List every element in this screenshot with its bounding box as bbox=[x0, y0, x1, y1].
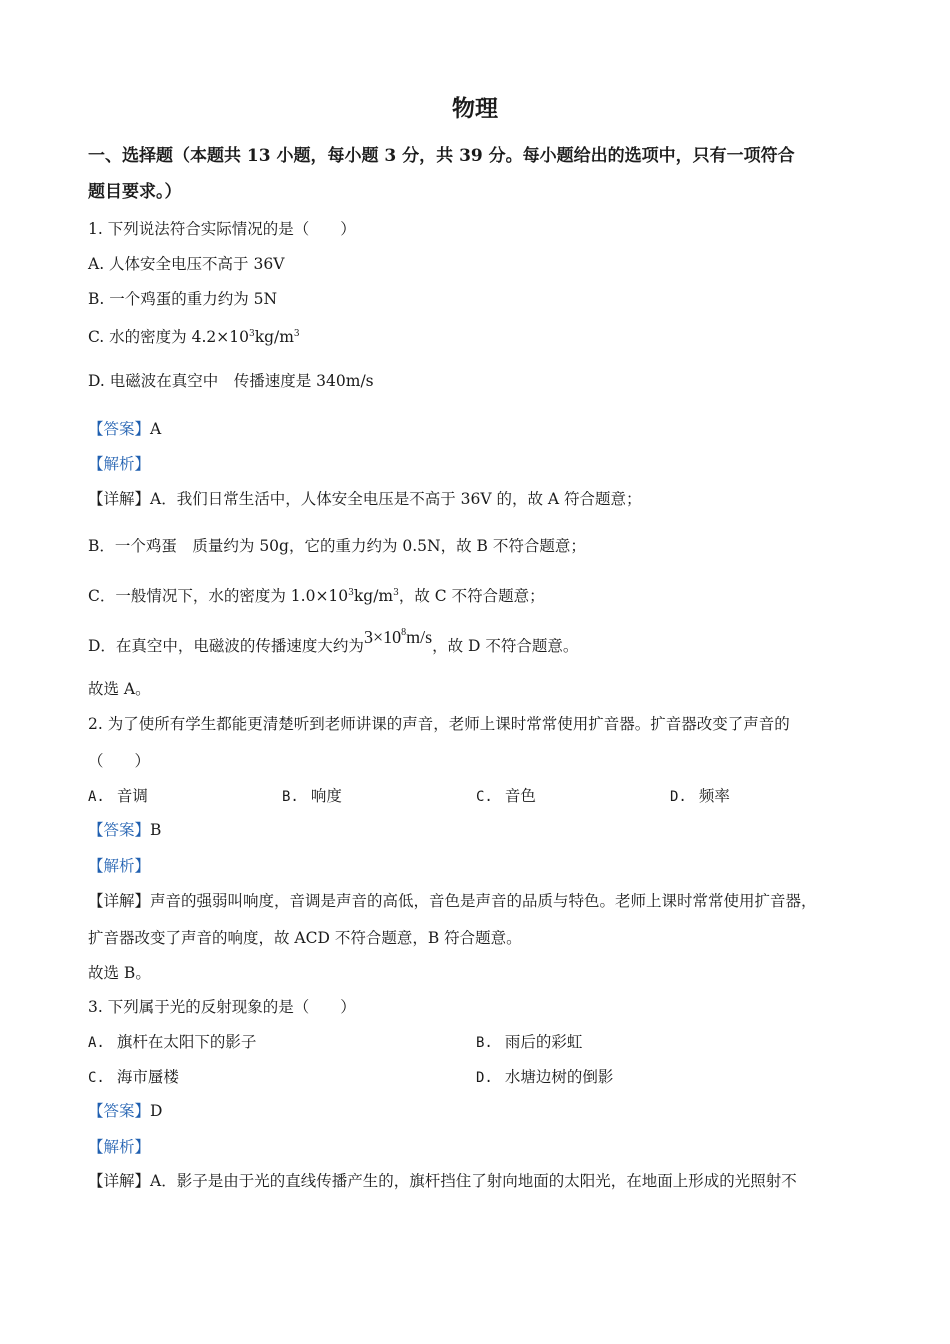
speed-of-light-formula bbox=[364, 627, 432, 647]
q1-option-a: A. 人体安全电压不高于 36V bbox=[88, 255, 285, 273]
q2-conclusion: 故选 B。 bbox=[88, 964, 151, 982]
q1-answer bbox=[88, 418, 161, 440]
answer-value: B bbox=[150, 821, 162, 839]
q1-option-d: D. 电磁波在真空中 传播速度是 340m/s bbox=[88, 372, 374, 390]
q2-detail-line1 bbox=[88, 890, 817, 912]
q1-option-b: B. 一个鸡蛋的重力约为 5N bbox=[88, 290, 278, 308]
q1-detail-d-post: ，故 D 不符合题意。 bbox=[432, 637, 579, 655]
answer-tag: 【答案】 bbox=[88, 821, 151, 839]
answer-value: D bbox=[150, 1102, 163, 1120]
q3-option-a: A. 旗杆在太阳下的影子 bbox=[88, 1033, 257, 1051]
q1-analysis-tag: 【解析】 bbox=[88, 455, 151, 473]
q3-option-d: D. 水塘边树的倒影 bbox=[476, 1068, 614, 1086]
q1-detail-d bbox=[88, 627, 579, 657]
answer-value: A bbox=[150, 420, 162, 438]
q3-detail-a-text: A．影子是由于光的直线传播产生的，旗杆挡住了射向地面的太阳光，在地面上形成的光照射不 bbox=[150, 1172, 797, 1190]
q3-detail-a bbox=[88, 1170, 797, 1192]
q2-stem-line1: 2. 为了使所有学生都能更清楚听到老师讲课的声音，老师上课时常常使用扩音器。扩音器改变了声音的 bbox=[88, 715, 790, 733]
q1-detail-b: B．一个鸡蛋 质量约为 50g，它的重力约为 0.5N，故 B 不符合题意； bbox=[88, 537, 586, 555]
formula-unit: m/s bbox=[406, 627, 433, 647]
section-heading-line2: 题目要求。） bbox=[88, 182, 182, 202]
q1-option-c-text: C. 水的密度为 4.2×10 bbox=[88, 328, 249, 346]
q2-detail-line1-text: 声音的强弱叫响度，音调是声音的高低，音色是声音的品质与特色。老师上课时常常使用扩音器， bbox=[150, 892, 817, 910]
q1-detail-c-text: C．一般情况下，水的密度为 1.0×10 bbox=[88, 587, 349, 605]
answer-tag: 【答案】 bbox=[88, 420, 151, 438]
q2-option-a: A. 音调 bbox=[88, 787, 148, 805]
q1-conclusion: 故选 A。 bbox=[88, 680, 151, 698]
q1-option-c-unit-exp: 3 bbox=[293, 329, 300, 339]
q1-detail-a-text: A．我们日常生活中，人体安全电压是不高于 36V 的，故 A 符合题意； bbox=[150, 490, 642, 508]
q1-option-c-unit: kg/m bbox=[254, 328, 294, 346]
formula-base: 3×10 bbox=[363, 627, 402, 647]
q1-option-c-exp: 3 bbox=[248, 329, 255, 339]
q3-option-c: C. 海市蜃楼 bbox=[88, 1068, 179, 1086]
answer-tag: 【答案】 bbox=[88, 1102, 151, 1120]
q1-detail-c-post: ，故 C 不符合题意； bbox=[398, 587, 545, 605]
q1-detail-c-unit-exp: 3 bbox=[393, 588, 399, 598]
q2-analysis-tag: 【解析】 bbox=[88, 857, 151, 875]
detail-tag: 【详解】 bbox=[88, 490, 151, 508]
q3-answer bbox=[88, 1100, 162, 1122]
q1-detail-c bbox=[88, 582, 545, 607]
q1-stem: 1. 下列说法符合实际情况的是（ ） bbox=[88, 220, 356, 238]
q1-detail-c-unit: kg/m bbox=[353, 587, 394, 605]
q3-analysis-tag: 【解析】 bbox=[88, 1138, 151, 1156]
detail-tag: 【详解】 bbox=[88, 1172, 151, 1190]
q2-option-c: C. 音色 bbox=[476, 787, 536, 805]
q3-option-b: B. 雨后的彩虹 bbox=[476, 1033, 583, 1051]
detail-tag: 【详解】 bbox=[88, 892, 151, 910]
section-heading-line1: 一、选择题（本题共 13 小题，每小题 3 分，共 39 分。每小题给出的选项中，只有一项符合 bbox=[88, 146, 795, 166]
q2-detail-line2: 扩音器改变了声音的响度，故 ACD 不符合题意，B 符合题意。 bbox=[88, 929, 522, 947]
q2-answer bbox=[88, 819, 161, 841]
formula-exp: 8 bbox=[401, 627, 407, 638]
q2-option-b: B. 响度 bbox=[282, 787, 342, 805]
q2-option-d: D. 频率 bbox=[670, 787, 730, 805]
q1-option-c bbox=[88, 323, 300, 348]
q1-detail-d-text: D．在真空中，电磁波的传播速度大约为 bbox=[88, 637, 364, 655]
q3-stem: 3. 下列属于光的反射现象的是（ ） bbox=[88, 998, 356, 1016]
q1-detail-c-exp: 3 bbox=[348, 588, 354, 598]
q2-stem-line2: （ ） bbox=[88, 752, 151, 770]
page-title: 物理 bbox=[452, 95, 498, 122]
q1-detail-a bbox=[88, 488, 642, 510]
